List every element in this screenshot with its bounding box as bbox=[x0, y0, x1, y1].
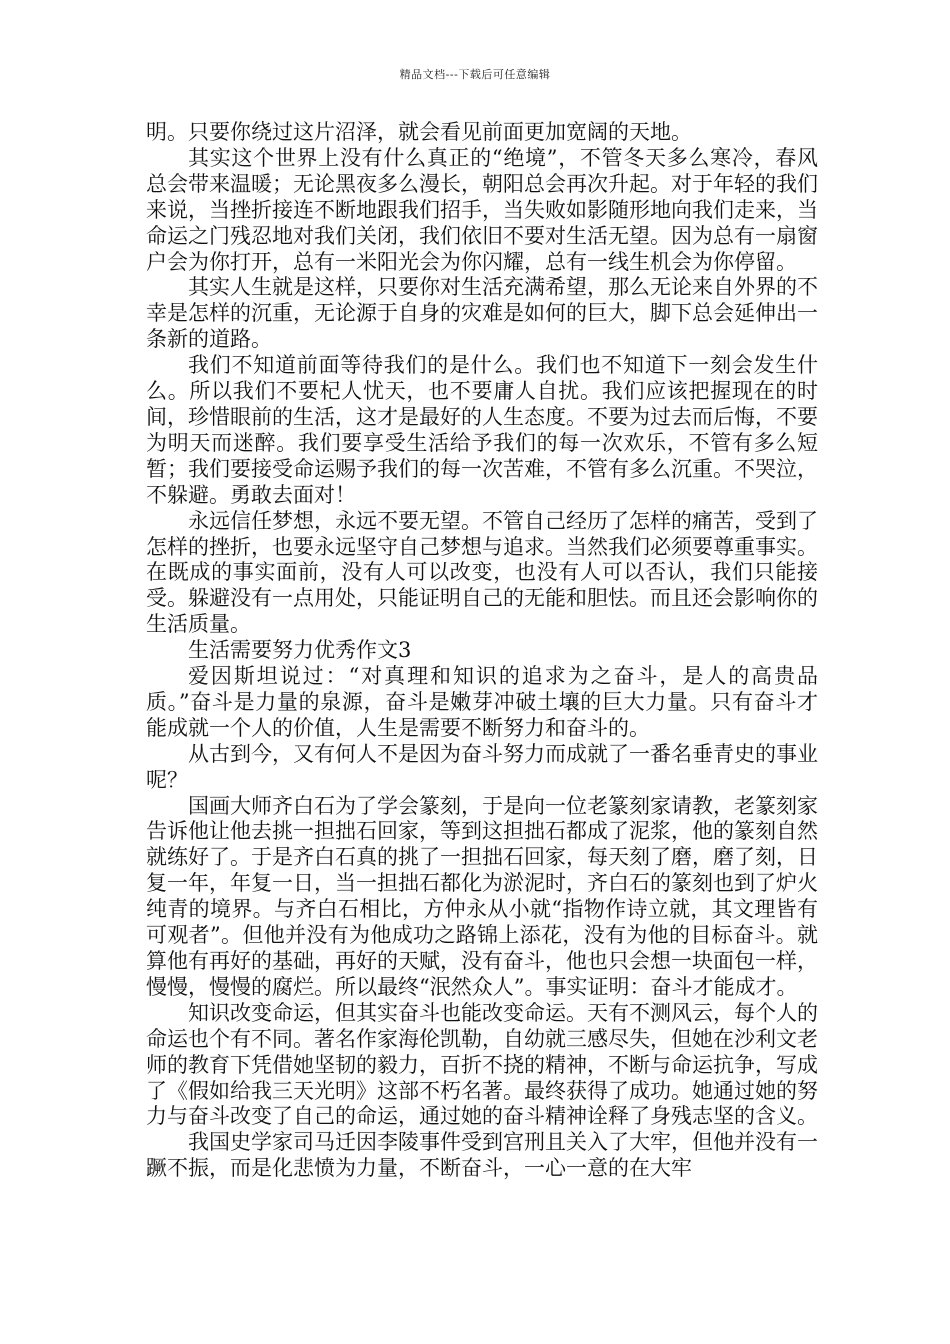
section-title: 生活需要努力优秀作文3 bbox=[188, 638, 412, 663]
paragraph: 我们不知道前面等待我们的是什么。我们也不知道下一刻会发生什么。所以我们不要杞人忧天，也不要庸人自扰。我们应该把握现在的时间，珍惜眼前的生活，这才是最好的人生态度。不要为过去而后悔，不要为明天而迷醉。我们要享受生活给予我们的每一次欢乐，不管有多么短暂；我们要接受命运赐予我们的每一次苦难，不管有多么沉重。不哭泣，不躲避。勇敢去面对！ bbox=[146, 353, 818, 507]
paragraph: 我国史学家司马迁因李陵事件受到宫刑且关入了大牢，但他并没有一蹶不振，而是化悲愤为力量，不断奋斗，一心一意的在大牢 bbox=[146, 1130, 818, 1181]
paragraph: 从古到今，又有何人不是因为奋斗努力而成就了一番名垂青史的事业呢？ bbox=[146, 741, 818, 792]
paragraph: 国画大师齐白石为了学会篆刻，于是向一位老篆刻家请教，老篆刻家告诉他让他去挑一担拙石回家，等到这担拙石都成了泥浆，他的篆刻自然就练好了。于是齐白石真的挑了一担拙石回家，每天刻了磨，磨了刻，日复一年，年复一日，当一担拙石都化为淤泥时，齐白石的篆刻也到了炉火纯青的境界。与齐白石相比，方仲永从小就“指物作诗立就，其文理皆有可观者”。但他并没有为他成功之路锦上添花，没有为他的目标奋斗。就算他有再好的基础，再好的天赋，没有奋斗，他也只会想一块面包一样，慢慢，慢慢的腐烂。所以最终“泯然众人”。事实证明：奋斗才能成才。 bbox=[146, 793, 818, 999]
document-body bbox=[146, 120, 818, 1182]
page-header: 精品文档---下载后可任意编辑 bbox=[399, 68, 551, 81]
paragraph: 其实人生就是这样，只要你对生活充满希望，那么无论来自外界的不幸是怎样的沉重，无论源于自身的灾难是如何的巨大，脚下总会延伸出一条新的道路。 bbox=[146, 275, 818, 352]
paragraph: 明。只要你绕过这片沼泽，就会看见前面更加宽阔的天地。 bbox=[146, 120, 692, 144]
paragraph: 其实这个世界上没有什么真正的“绝境”，不管冬天多么寒冷，春风总会带来温暖；无论黑夜多么漫长，朝阳总会再次升起。对于年轻的我们来说，当挫折接连不断地跟我们招手，当失败如影随形地向我们走来，当命运之门残忍地对我们关闭，我们依旧不要对生活无望。因为总有一扇窗户会为你打开，总有一米阳光会为你闪耀，总有一线生机会为你停留。 bbox=[146, 145, 818, 274]
paragraph: 知识改变命运，但其实奋斗也能改变命运。天有不测风云，每个人的命运也个有不同。著名作家海伦凯勒，自幼就三感尽失，但她在沙利文老师的教育下凭借她坚韧的毅力，百折不挠的精神，不断与命运抗争，写成了《假如给我三天光明》这部不朽名著。最终获得了成功。她通过她的努力与奋斗改变了自己的命运，通过她的奋斗精神诠释了身残志坚的含义。 bbox=[146, 1000, 818, 1129]
paragraph: 永远信任梦想，永远不要无望。不管自己经历了怎样的痛苦，受到了怎样的挫折，也要永远坚守自己梦想与追求。当然我们必须要尊重事实。在既成的事实面前，没有人可以改变，也没有人可以否认，我们只能接受。躲避没有一点用处，只能证明自己的无能和胆怯。而且还会影响你的生活质量。 bbox=[146, 508, 818, 637]
paragraph: 爱因斯坦说过：“对真理和知识的追求为之奋斗，是人的高贵品质。”奋斗是力量的泉源，奋斗是嫩芽冲破土壤的巨大力量。只有奋斗才能成就一个人的价值，人生是需要不断努力和奋斗的。 bbox=[146, 664, 818, 740]
